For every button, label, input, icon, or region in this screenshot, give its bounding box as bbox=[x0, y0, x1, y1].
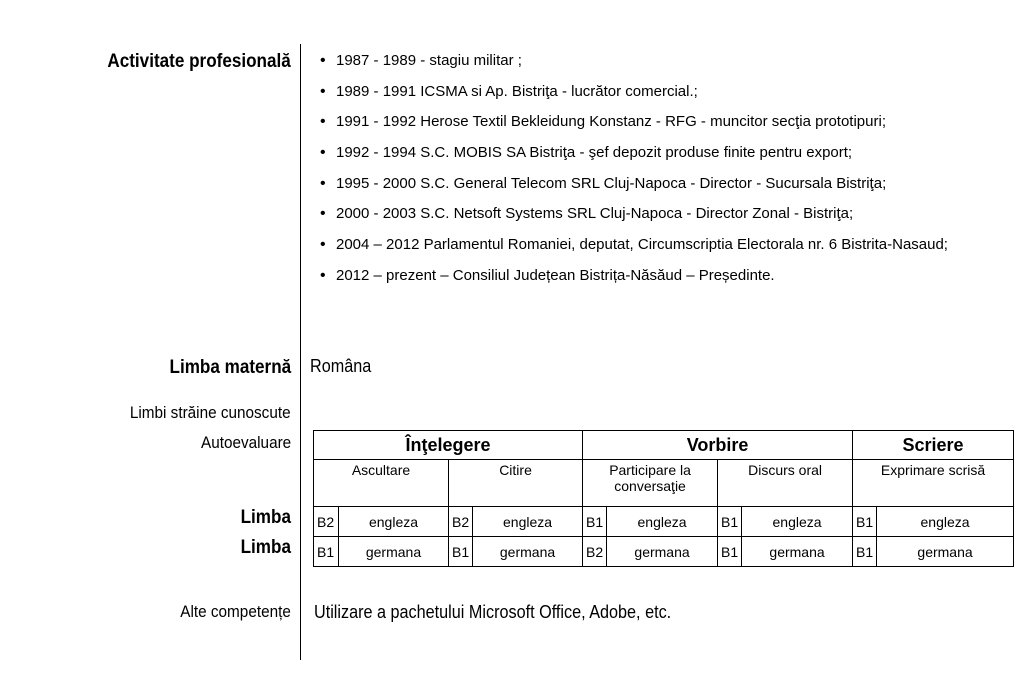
subheader-written: Exprimare scrisă bbox=[853, 460, 1014, 507]
mother-tongue-label: Limba maternă bbox=[169, 357, 291, 378]
list-item: • 1995 - 2000 S.C. General Telecom SRL Cluj-Napoca - Director - Sucursala Bistriţa; bbox=[320, 173, 948, 204]
list-item: • 1991 - 1992 Herose Textil Bekleidung Konstanz - RFG - muncitor secţia prototipuri; bbox=[320, 111, 948, 142]
activity-label: Activitate profesională bbox=[107, 51, 291, 72]
level-cell: B1 bbox=[583, 507, 607, 537]
language-row-label: Limba bbox=[240, 537, 291, 558]
language-cell: engleza bbox=[473, 507, 583, 537]
subheader-listening: Ascultare bbox=[314, 460, 449, 507]
subheader-reading: Citire bbox=[449, 460, 583, 507]
other-skills-label: Alte competențe bbox=[180, 602, 291, 621]
language-cell: engleza bbox=[339, 507, 449, 537]
list-item: • 1987 - 1989 - stagiu militar ; bbox=[320, 50, 948, 81]
header-speaking: Vorbire bbox=[583, 431, 853, 460]
list-item: • 1992 - 1994 S.C. MOBIS SA Bistriţa - şef depozit produse finite pentru export; bbox=[320, 142, 948, 173]
level-cell: B2 bbox=[314, 507, 339, 537]
level-cell: B2 bbox=[583, 537, 607, 567]
language-cell: germana bbox=[473, 537, 583, 567]
table-row bbox=[314, 537, 1014, 567]
level-cell: B2 bbox=[449, 507, 473, 537]
list-item: • 2004 – 2012 Parlamentul Romaniei, deputat, Circumscriptia Electorala nr. 6 Bistrita-Nasaud; bbox=[320, 234, 948, 265]
table-row bbox=[314, 507, 1014, 537]
subheader-interaction: Participare la conversaţie bbox=[583, 460, 718, 507]
level-cell: B1 bbox=[449, 537, 473, 567]
language-cell: engleza bbox=[607, 507, 718, 537]
language-cell: germana bbox=[339, 537, 449, 567]
activity-list bbox=[320, 50, 948, 296]
language-table bbox=[313, 430, 1014, 567]
language-cell: germana bbox=[742, 537, 853, 567]
header-writing: Scriere bbox=[853, 431, 1014, 460]
level-cell: B1 bbox=[853, 507, 877, 537]
header-understanding: Înţelegere bbox=[314, 431, 583, 460]
language-cell: germana bbox=[877, 537, 1014, 567]
level-cell: B1 bbox=[718, 507, 742, 537]
level-cell: B1 bbox=[853, 537, 877, 567]
level-cell: B1 bbox=[718, 537, 742, 567]
mother-tongue-value: Româna bbox=[310, 356, 372, 376]
language-cell: engleza bbox=[877, 507, 1014, 537]
self-assessment-label: Autoevaluare bbox=[200, 433, 291, 452]
language-cell: engleza bbox=[742, 507, 853, 537]
level-cell: B1 bbox=[314, 537, 339, 567]
section-divider bbox=[300, 44, 301, 660]
language-cell: germana bbox=[607, 537, 718, 567]
list-item: • 1989 - 1991 ICSMA si Ap. Bistriţa - lucrător comercial.; bbox=[320, 81, 948, 112]
list-item: • 2012 – prezent – Consiliul Județean Bistrița-Năsăud – Președinte. bbox=[320, 265, 948, 296]
subheader-production: Discurs oral bbox=[718, 460, 853, 507]
list-item: • 2000 - 2003 S.C. Netsoft Systems SRL Cluj-Napoca - Director Zonal - Bistriţa; bbox=[320, 203, 948, 234]
language-row-label: Limba bbox=[240, 507, 291, 528]
foreign-languages-label: Limbi străine cunoscute bbox=[130, 403, 291, 422]
other-skills-value: Utilizare a pachetului Microsoft Office, Adobe, etc. bbox=[314, 602, 672, 622]
